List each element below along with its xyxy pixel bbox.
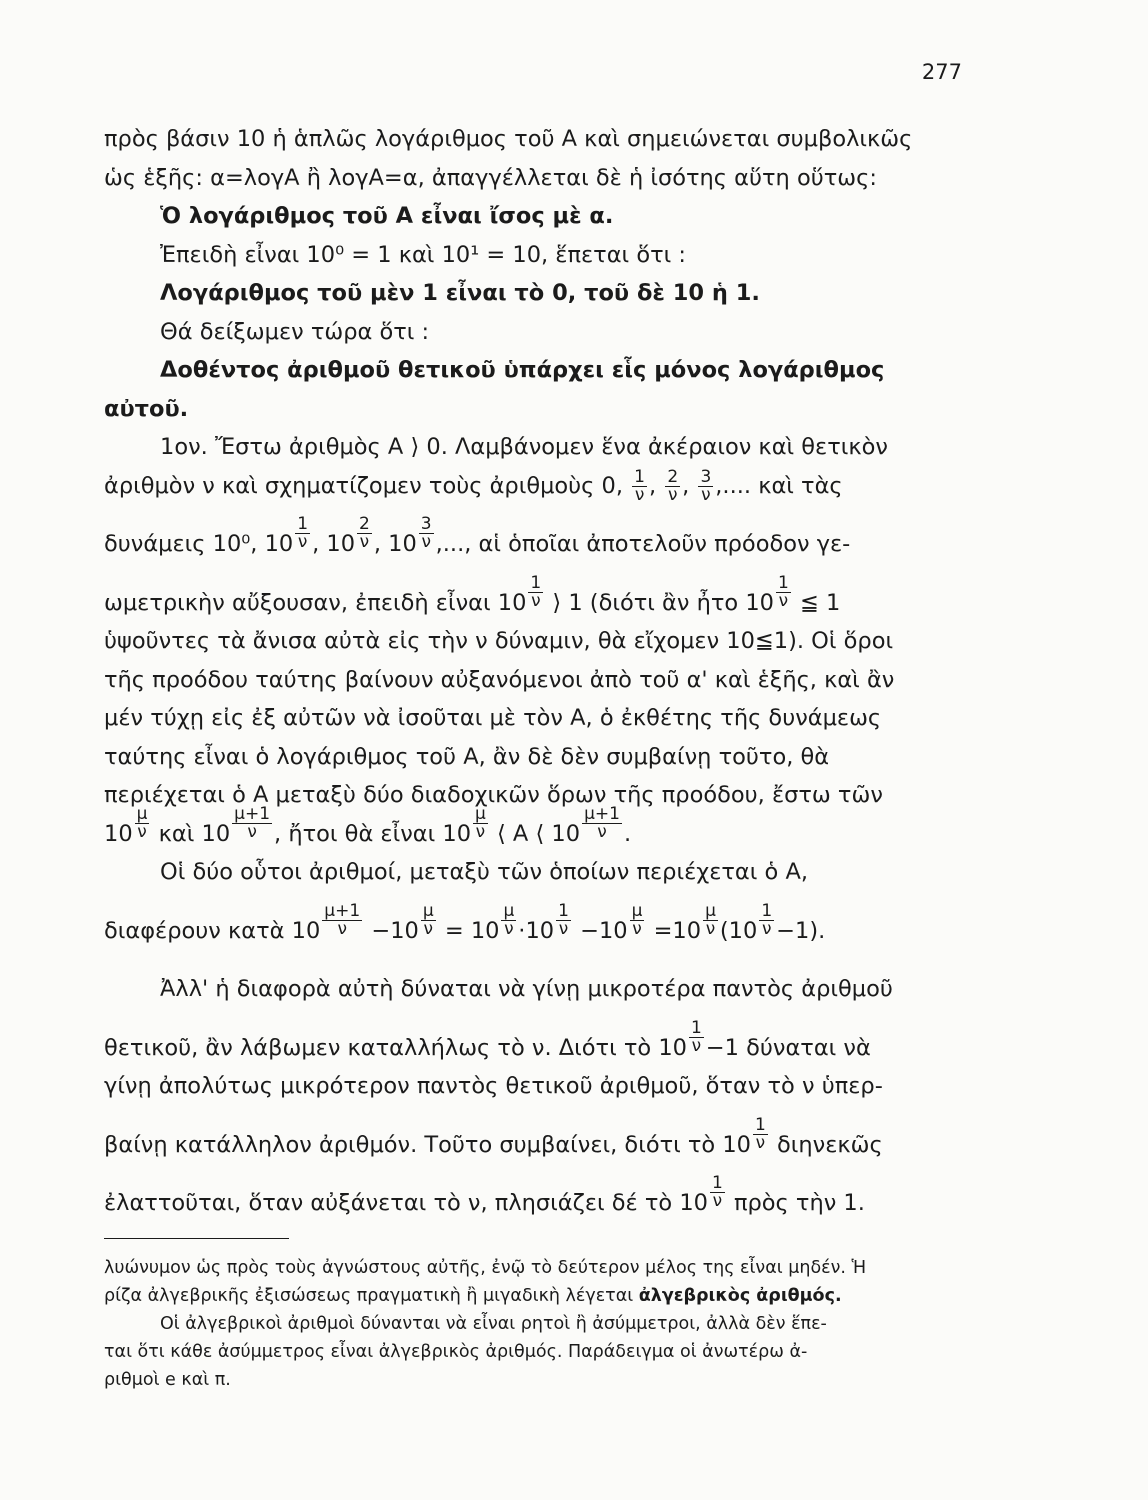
fraction: $\frac{1}{\nu}$ <box>634 466 645 505</box>
footnote-divider <box>104 1238 289 1239</box>
text-line-powers: θετικοῦ, ἂν λάβωμεν καταλλήλως τὸ ν. Διότι τὸ 10 $^{\frac{1}{\nu}}$ −1 δύναται νὰ <box>104 1017 871 1061</box>
text-line: Ἐπειδὴ εἶναι 10⁰ = 1 καὶ 10¹ = 10, ἕπεται ὅτι : <box>160 241 686 268</box>
page-number: 277 <box>921 60 962 84</box>
difference-equation: διαφέρουν κατὰ 10 $^{\frac{\mu+1}{\nu}}$ −10 $^{\frac{\mu}{\nu}}$ = 10 $^{\frac{\mu}{\nu}}$ ·10 $^{\frac{1}{\nu}}$ −10 $^{\frac{\mu}{\nu}}$ =10 $^{\frac{\mu}{\nu}}$ (10 $^{\frac{1}{\nu}}$ −1). <box>104 900 826 944</box>
text-line: Οἱ δύο οὗτοι ἀριθμοί, μεταξὺ τῶν ὁποίων περιέχεται ὁ Α, <box>160 859 808 885</box>
text-line: μέν τύχῃ εἰς ἐξ αὐτῶν νὰ ἰσοῦται μὲ τὸν Α, ὁ ἐκθέτης τῆς δυνάμεως <box>104 705 882 731</box>
footnote-line: ρίζα ἀλγεβρικῆς ἐξισώσεως πραγματικὴ ἢ μιγαδικὴ λέγεται ἀλγεβρικὸς ἀριθμός. <box>104 1286 842 1306</box>
footnote-line: Οἱ ἀλγεβρικοὶ ἀριθμοὶ δύνανται νὰ εἶναι ρητοὶ ἢ ἀσύμμετροι, ἀλλὰ δὲν ἕπε- <box>160 1314 827 1334</box>
text-line: ὡς ἑξῆς: α=λογΑ ἢ λογΑ=α, ἀπαγγέλλεται δὲ ἡ ἰσότης αὕτη οὕτως: <box>104 164 877 191</box>
text-line-powers: βαίνῃ κατάλληλον ἀριθμόν. Τοῦτο συμβαίνει, διότι τὸ 10 $^{\frac{1}{\nu}}$ διηνεκῶς <box>104 1114 883 1158</box>
text-line: τῆς προόδου ταύτης βαίνουν αὐξανόμενοι ἀπὸ τοῦ α' καὶ ἑξῆς, καὶ ἂν <box>104 666 895 693</box>
text-line: 1ον. Ἔστω ἀριθμὸς Α ⟩ 0. Λαμβάνομεν ἕνα ἀκέραιον καὶ θετικὸν <box>160 434 888 460</box>
fraction: $\frac{3}{\nu}$ <box>700 466 712 505</box>
text-line: ταύτης εἶναι ὁ λογάριθμος τοῦ Α, ἂν δὲ δὲν συμβαίνῃ τοῦτο, θὰ <box>104 743 830 770</box>
text-line: πρὸς βάσιν 10 ἡ ἁπλῶς λογάριθμος τοῦ Α καὶ σημειώνεται συμβολικῶς <box>104 126 913 152</box>
text-line: γίνῃ ἀπολύτως μικρότερον παντὸς θετικοῦ ἀριθμοῦ, ὅταν τὸ ν ὑπερ- <box>104 1073 883 1099</box>
footnote-line: ριθμοὶ e καὶ π. <box>104 1370 231 1390</box>
theorem-statement-end: αὐτοῦ. <box>104 395 189 422</box>
footnote <box>104 1254 966 1394</box>
theorem-statement: Δοθέντος ἀριθμοῦ θετικοῦ ὑπάρχει εἷς μόνος λογάριθμος <box>160 357 885 383</box>
text-line-powers: ἐλαττοῦται, ὅταν αὐξάνεται τὸ ν, πλησιάζει δέ τὸ 10 $^{\frac{1}{\nu}}$ πρὸς τὴν 1. <box>104 1173 865 1216</box>
text-line: Ἀλλ' ἡ διαφορὰ αὐτὴ δύναται νὰ γίνῃ μικροτέρα παντὸς ἀριθμοῦ <box>160 976 893 1002</box>
text-line-powers: 10 $^{\frac{\mu}{\nu}}$ καὶ 10 $^{\frac{\mu+1}{\nu}}$ , ἤτοι θὰ εἶναι 10 $^{\frac{\mu}{\nu}}$ ⟨ Α ⟨ 10 $^{\frac{\mu+1}{\nu}}$ . <box>104 803 632 847</box>
text-line: περιέχεται ὁ Α μεταξὺ δύο διαδοχικῶν ὅρων τῆς προόδου, ἔστω τῶν <box>104 782 883 808</box>
footnote-line: ται ὅτι κάθε ἀσύμμετρος εἶναι ἀλγεβρικὸς ἀριθμός. Παράδειγμα οἱ ἀνωτέρω ἀ- <box>104 1342 808 1362</box>
footnote-line: λυώνυμον ὡς πρὸς τοὺς ἀγνώστους αὐτῆς, ἐνῷ τὸ δεύτερον μέλος της εἶναι μηδέν. Ἡ <box>104 1258 867 1278</box>
fraction: $\frac{2}{\nu}$ <box>667 466 679 505</box>
text-line-fractions: ἀριθμὸν ν καὶ σχηματίζομεν τοὺς ἀριθμοὺς 0, $\frac{1}{\nu}$ , $\frac{2}{\nu}$ , $\frac{3}{\nu}$ ,.... καὶ τὰς <box>104 466 843 505</box>
text-line: ὑψοῦντες τὰ ἄνισα αὐτὰ εἰς τὴν ν δύναμιν, θὰ εἴχομεν 10≦1). Οἱ ὅροι <box>104 628 894 654</box>
definition-statement: Ὁ λογάριθμος τοῦ Α εἶναι ἴσος μὲ α. <box>160 203 614 229</box>
text-line: Θά δείξωμεν τώρα ὅτι : <box>160 318 430 345</box>
text-line-powers: ωμετρικὴν αὔξουσαν, ἐπειδὴ εἶναι 10 $^{\frac{1}{\nu}}$ ⟩ 1 (διότι ἂν ἦτο 10 $^{\frac{1}{\nu}}$ ≦ 1 <box>104 572 841 616</box>
text-line-powers: δυνάμεις 10⁰, 10 $^{\frac{1}{\nu}}$ , 10 $^{\frac{2}{\nu}}$ , 10 $^{\frac{3}{\nu}}$ ,..., αἱ ὁποῖαι ἀποτελοῦν πρόοδον γε- <box>104 514 851 557</box>
logarithm-rule: Λογάριθμος τοῦ μὲν 1 εἶναι τὸ 0, τοῦ δὲ 10 ἡ 1. <box>160 280 760 306</box>
main-text <box>104 120 966 1223</box>
